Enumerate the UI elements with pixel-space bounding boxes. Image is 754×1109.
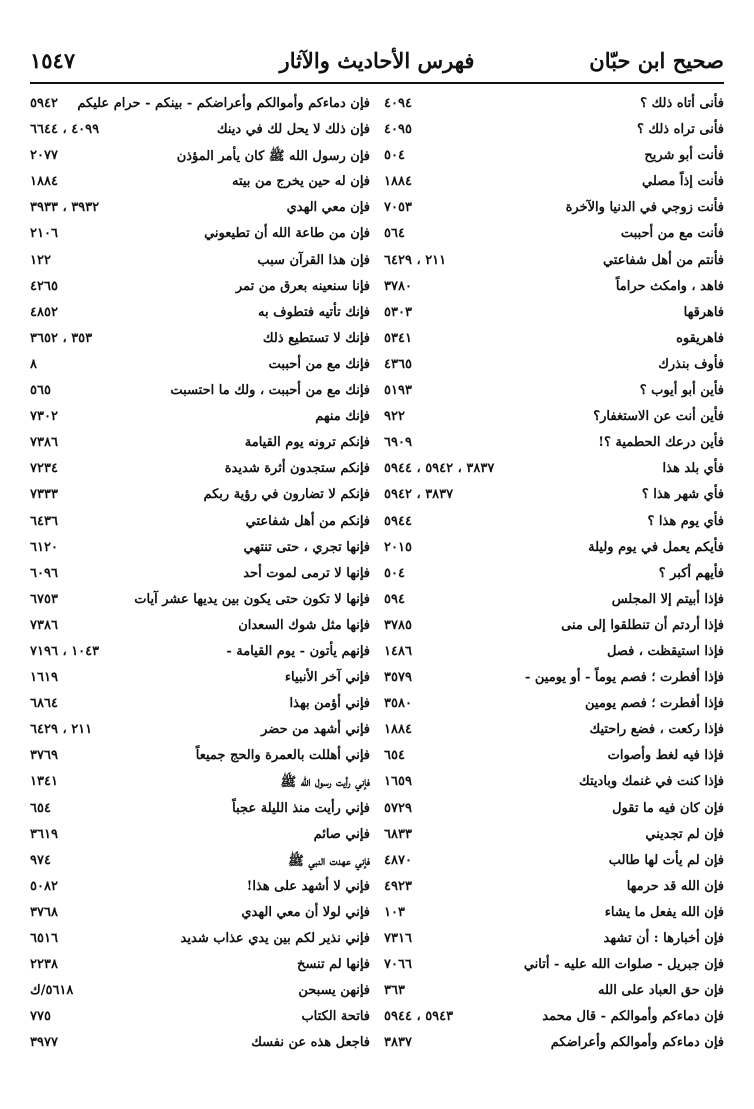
entry-refs: ٥٩٤٢ bbox=[30, 96, 58, 111]
entry-phrase: فإنك مع من أحببت ، ولك ما احتسبت bbox=[170, 383, 370, 399]
entry-refs: ١٠٤٣ ، ٧١٩٦ bbox=[30, 643, 100, 659]
entry-phrase: فأيكم يعمل في يوم وليلة bbox=[588, 539, 724, 555]
entry-phrase: فإني أهللت بالعمرة والحج جميعاً bbox=[195, 748, 370, 764]
index-title: فهرس الأحاديث والآثار bbox=[279, 48, 475, 73]
entry-refs: ٤٨٥٢ bbox=[30, 304, 58, 320]
entry-phrase: فإنكم ترونه يوم القيامة bbox=[244, 435, 370, 451]
index-entry bbox=[30, 849, 370, 875]
entry-refs: ٢١١ ، ٦٤٢٩ bbox=[30, 722, 93, 738]
entry-phrase: فإني أشهد من حضر bbox=[261, 722, 370, 738]
entry-refs: ٤٩٢٣ bbox=[384, 878, 412, 894]
entry-refs: ٩٢٢ bbox=[384, 409, 405, 425]
entry-refs: ٥٩٤٣ ، ٥٩٤٤ bbox=[384, 1009, 454, 1025]
entry-refs: ٤٠٩٥ bbox=[384, 122, 412, 138]
index-entry bbox=[30, 588, 370, 614]
entry-refs: ٣٥٨٠ bbox=[384, 696, 412, 712]
entry-phrase: فأنى تراه ذلك ؟ bbox=[636, 122, 724, 138]
entry-phrase: فإذا ركعت ، فضع راحتيك bbox=[589, 722, 724, 738]
entry-phrase: فإذا كنت في غنمك وباديتك bbox=[579, 774, 724, 790]
index-entry bbox=[30, 718, 370, 744]
entry-refs: ٣٧٨٥ bbox=[384, 617, 412, 633]
index-entry bbox=[30, 953, 370, 979]
index-entry bbox=[384, 483, 724, 509]
entry-refs: ٧٠٦٦ bbox=[384, 957, 412, 973]
index-entry bbox=[30, 222, 370, 248]
entry-refs: ٦٤٣٦ bbox=[30, 513, 58, 529]
index-entry bbox=[384, 823, 724, 849]
entry-phrase: فأي شهر هذا ؟ bbox=[641, 487, 724, 503]
entry-refs: ٥٣٠٣ bbox=[384, 304, 412, 320]
entry-phrase: فإن أخبارها : أن تشهد bbox=[603, 931, 724, 946]
entry-phrase: فإن من طاعة الله أن تطيعوني bbox=[204, 226, 370, 242]
entry-refs: ٥٧٢٩ bbox=[384, 800, 412, 816]
entry-phrase: فإنكم لا تضارون في رؤية ربكم bbox=[203, 487, 370, 503]
entry-refs: ١٨٨٤ bbox=[30, 174, 58, 190]
entry-phrase: فإنكم ستجدون أثرة شديدة bbox=[224, 461, 370, 477]
entry-refs: ٤٣٦٥ bbox=[384, 356, 412, 372]
index-entry bbox=[30, 927, 370, 953]
entry-phrase: فإن جبريل - صلوات الله عليه - أتاني bbox=[523, 957, 724, 973]
index-entry bbox=[30, 144, 370, 170]
entry-phrase: فإنها لم تنسخ bbox=[297, 957, 370, 973]
index-entry bbox=[384, 405, 724, 431]
entry-phrase: فإنك تأتيه فتطوف به bbox=[258, 304, 370, 320]
entry-refs: ٦٥١٦ bbox=[30, 931, 58, 946]
index-entry bbox=[30, 275, 370, 301]
entry-phrase: فإذا أفطرت ؛ فصم يومين bbox=[585, 696, 724, 712]
index-entry bbox=[384, 875, 724, 901]
index-entry bbox=[30, 170, 370, 196]
entry-phrase: فإني رأيت منذ الليلة عجباً bbox=[232, 800, 370, 816]
index-entry bbox=[30, 327, 370, 353]
index-entry bbox=[384, 797, 724, 823]
entry-phrase: فأنت زوجي في الدنيا والآخرة bbox=[565, 200, 724, 216]
entry-refs: ٤٢٦٥ bbox=[30, 278, 58, 294]
entry-phrase: فإني أؤمن بهذا bbox=[289, 696, 370, 712]
entry-refs: ٣٧٨٠ bbox=[384, 278, 412, 294]
entry-phrase: فإذا أردتم أن تنطلقوا إلى منى bbox=[561, 617, 724, 633]
entry-refs: ١٨٨٤ bbox=[384, 174, 412, 190]
entry-refs: ٥٦٥ bbox=[30, 383, 51, 399]
entry-phrase: فأنت إذاً مصلي bbox=[642, 174, 724, 190]
entry-refs: ٥٦١٨/ك bbox=[30, 983, 74, 999]
entry-phrase: فإن رسول الله ﷺ كان يأمر المؤذن bbox=[176, 149, 370, 165]
index-entry bbox=[384, 379, 724, 405]
index-entry bbox=[384, 953, 724, 979]
entry-phrase: فإنها تجري ، حتى تنتهي bbox=[243, 539, 370, 555]
entry-refs: ١٢٢ bbox=[30, 252, 51, 268]
entry-refs: ٦٩٠٩ bbox=[384, 435, 412, 451]
index-entry bbox=[384, 718, 724, 744]
entry-phrase: فأوف بنذرك bbox=[658, 356, 724, 372]
index-entry bbox=[30, 536, 370, 562]
index-entry bbox=[384, 666, 724, 692]
entry-phrase: فإن دماءكم وأموالكم وأعراضكم - بينكم - حرام عليكم bbox=[77, 96, 370, 111]
entry-phrase: فإن حق العباد على الله bbox=[598, 983, 724, 999]
entry-refs: ٢٠١٥ bbox=[384, 539, 412, 555]
entry-phrase: فإذا استيقظت ، فصل bbox=[606, 643, 724, 659]
index-entry bbox=[30, 797, 370, 823]
index-entry bbox=[30, 249, 370, 275]
entry-refs: ٣٧٦٩ bbox=[30, 748, 58, 764]
entry-phrase: فإذا أبيتم إلا المجلس bbox=[611, 591, 724, 607]
entry-refs: ١٨٨٤ bbox=[384, 722, 412, 738]
entry-refs: ١٤٨٦ bbox=[384, 643, 412, 659]
entry-refs: ٣٧٦٨ bbox=[30, 904, 58, 920]
entry-phrase: فإني آخر الأنبياء bbox=[284, 670, 370, 686]
index-entry bbox=[384, 457, 724, 483]
entry-phrase: فإن الله يفعل ما يشاء bbox=[604, 904, 724, 920]
entry-phrase: فإن معي الهدي bbox=[286, 200, 370, 216]
index-entry bbox=[30, 118, 370, 144]
index-entry bbox=[384, 901, 724, 927]
entry-refs: ٣٨٣٧ ، ٥٩٤٢ bbox=[384, 487, 454, 503]
index-entry bbox=[384, 562, 724, 588]
entry-refs: ٣٥٧٩ bbox=[384, 670, 412, 686]
page-header bbox=[30, 46, 724, 84]
index-entry bbox=[30, 405, 370, 431]
index-entry bbox=[30, 483, 370, 509]
entry-refs: ٥٠٤ bbox=[384, 148, 405, 164]
entry-phrase: فأين أنت عن الاستغفار؟ bbox=[593, 409, 724, 425]
entry-refs: ١٣٤١ bbox=[30, 774, 58, 790]
entry-phrase: فإن كان فيه ما تقول bbox=[612, 800, 724, 816]
index-entry bbox=[30, 875, 370, 901]
entry-phrase: فإن له حين يخرج من بيته bbox=[231, 174, 370, 190]
index-entry bbox=[384, 770, 724, 796]
entry-refs: ٦٠٩٦ bbox=[30, 565, 58, 581]
index-entry bbox=[384, 275, 724, 301]
entry-refs: ٨ bbox=[30, 356, 37, 372]
index-entry bbox=[30, 457, 370, 483]
index-entry bbox=[30, 640, 370, 666]
entry-phrase: فاتحة الكتاب bbox=[301, 1009, 370, 1025]
entry-refs: ٤٠٩٤ bbox=[384, 96, 412, 111]
entry-refs: ٢٠٧٧ bbox=[30, 148, 58, 164]
index-entry bbox=[30, 379, 370, 405]
entry-refs: ٧٣٠٢ bbox=[30, 409, 58, 425]
entry-phrase: فإن لم تجديني bbox=[645, 826, 724, 842]
index-entry bbox=[384, 536, 724, 562]
index-entry bbox=[384, 170, 724, 196]
entry-phrase: فأين أبو أيوب ؟ bbox=[639, 383, 724, 399]
entry-refs: ٦٨٦٤ bbox=[30, 696, 58, 712]
index-entry bbox=[384, 353, 724, 379]
entry-refs: ٦٥٤ bbox=[384, 748, 405, 764]
entry-refs: ٤٠٩٩ ، ٦٦٤٤ bbox=[30, 122, 100, 138]
entry-phrase: فأيهم أكبر ؟ bbox=[658, 565, 724, 581]
index-entry bbox=[30, 692, 370, 718]
index-entry bbox=[384, 1031, 724, 1057]
index-entry bbox=[384, 640, 724, 666]
entry-phrase: فإن ذلك لا يحل لك في دينك bbox=[216, 122, 370, 138]
entry-phrase: فإني لا أشهد على هذا! bbox=[246, 878, 370, 894]
index-entry bbox=[384, 588, 724, 614]
entry-phrase: فإني نذير لكم بين يدي عذاب شديد bbox=[180, 931, 370, 946]
entry-refs: ٩٧٤ bbox=[30, 852, 51, 868]
entry-phrase: فأي يوم هذا ؟ bbox=[647, 513, 724, 529]
entry-phrase: فأنت مع من أحببت bbox=[620, 226, 724, 242]
index-entry bbox=[384, 118, 724, 144]
index-entry bbox=[30, 666, 370, 692]
entry-refs: ٣٨٣٧ ، ٥٩٤٢ ، ٥٩٤٤ bbox=[384, 461, 495, 477]
entry-refs: ٦٧٥٣ bbox=[30, 591, 58, 607]
index-entry bbox=[384, 510, 724, 536]
index-entry bbox=[30, 196, 370, 222]
entry-phrase: فإني صائم bbox=[313, 826, 370, 842]
entry-phrase: فاهد ، وامكث حراماً bbox=[615, 278, 724, 294]
index-entry bbox=[30, 431, 370, 457]
entry-phrase: فإذا فيه لغط وأصوات bbox=[607, 748, 724, 764]
entry-refs: ٧٣٣٣ bbox=[30, 487, 58, 503]
entry-refs: ٥٠٤ bbox=[384, 565, 405, 581]
entry-refs: ٥٩٤٤ bbox=[384, 513, 412, 529]
index-entry bbox=[30, 510, 370, 536]
entry-phrase: فإنك منهم bbox=[315, 409, 370, 425]
entry-refs: ٧٢٣٤ bbox=[30, 461, 58, 477]
entry-refs: ٢١٠٦ bbox=[30, 226, 58, 242]
index-entry bbox=[30, 979, 370, 1005]
entry-phrase: فإن الله قد حرمها bbox=[626, 878, 724, 894]
index-entry bbox=[384, 927, 724, 953]
index-entry bbox=[384, 327, 724, 353]
index-entry bbox=[384, 144, 724, 170]
entry-refs: ٣٨٣٧ bbox=[384, 1035, 412, 1051]
index-entry bbox=[30, 353, 370, 379]
entry-refs: ٦١٢٠ bbox=[30, 539, 58, 555]
index-entry bbox=[384, 249, 724, 275]
entry-phrase: فأنى أتاه ذلك ؟ bbox=[640, 96, 724, 111]
index-entry bbox=[30, 1031, 370, 1057]
entry-phrase: فإنكم من أهل شفاعتي bbox=[245, 513, 370, 529]
page-number: ١٥٤٧ bbox=[30, 48, 76, 73]
entry-phrase: فإنا سنعينه بعرق من تمر bbox=[235, 278, 370, 294]
entry-refs: ٣٦٣ bbox=[384, 983, 405, 999]
index-entry bbox=[384, 222, 724, 248]
entry-phrase: فاهريقوه bbox=[676, 330, 724, 346]
index-entry bbox=[384, 196, 724, 222]
index-entry bbox=[30, 901, 370, 927]
entry-refs: ١٦١٩ bbox=[30, 670, 58, 686]
entry-phrase: فإني لولا أن معي الهدي bbox=[241, 904, 370, 920]
entry-refs: ٧٣٨٦ bbox=[30, 617, 58, 633]
entry-refs: ٥٠٨٢ bbox=[30, 878, 58, 894]
index-entry bbox=[384, 301, 724, 327]
index-entry bbox=[384, 744, 724, 770]
index-entry bbox=[384, 1005, 724, 1031]
entry-refs: ٧٣٨٦ bbox=[30, 435, 58, 451]
entry-refs: ٤٨٧٠ bbox=[384, 852, 412, 868]
index-entry bbox=[30, 92, 370, 118]
index-entry bbox=[30, 301, 370, 327]
right-column bbox=[384, 92, 724, 1057]
entry-refs: ٦٥٤ bbox=[30, 800, 51, 816]
entry-refs: ٥٦٤ bbox=[384, 226, 405, 242]
entry-phrase: فأين درعك الحطمية ؟! bbox=[598, 435, 724, 451]
entry-phrase: فإن دماءكم وأموالكم - قال محمد bbox=[542, 1009, 724, 1025]
entry-phrase: فاهرقها bbox=[683, 304, 724, 320]
index-entry bbox=[384, 692, 724, 718]
entry-refs: ٣٦١٩ bbox=[30, 826, 58, 842]
entry-phrase: فإني رأيت رسول الله ﷺ bbox=[280, 775, 370, 791]
index-entry bbox=[384, 92, 724, 118]
left-column bbox=[30, 92, 370, 1057]
index-entry bbox=[384, 849, 724, 875]
index-entry bbox=[30, 1005, 370, 1031]
index-entry bbox=[384, 431, 724, 457]
index-entry bbox=[30, 614, 370, 640]
entry-refs: ٧٣١٦ bbox=[384, 931, 412, 946]
entry-phrase: فاجعل هذه عن نفسك bbox=[251, 1035, 370, 1051]
entry-phrase: فإذا أفطرت ؛ فصم يوماً - أو يومين - bbox=[524, 670, 724, 686]
entry-phrase: فإنك مع من أحببت bbox=[268, 356, 370, 372]
entry-refs: ٢١١ ، ٦٤٢٩ bbox=[384, 252, 447, 268]
entry-phrase: فأي بلد هذا bbox=[662, 461, 724, 477]
index-entry bbox=[384, 614, 724, 640]
index-entry bbox=[30, 823, 370, 849]
entry-refs: ٢٢٣٨ bbox=[30, 957, 58, 973]
entry-refs: ٦٨٣٣ bbox=[384, 826, 412, 842]
index-entry bbox=[30, 562, 370, 588]
entry-refs: ١٦٥٩ bbox=[384, 774, 412, 790]
index-entry bbox=[30, 770, 370, 796]
entry-phrase: فإنك لا تستطيع ذلك bbox=[262, 330, 370, 346]
entry-refs: ٣٩٣٢ ، ٣٩٣٣ bbox=[30, 200, 100, 216]
entry-refs: ١٠٣ bbox=[384, 904, 405, 920]
entry-phrase: فإن دماءكم وأموالكم وأعراضكم bbox=[550, 1035, 724, 1051]
entry-phrase: فأنت أبو شريح bbox=[644, 148, 724, 164]
entry-refs: ٥٣٤١ bbox=[384, 330, 412, 346]
entry-refs: ٥١٩٣ bbox=[384, 383, 412, 399]
entry-refs: ٣٥٣ ، ٣٦٥٢ bbox=[30, 330, 93, 346]
entry-phrase: فإنها لا ترمى لموت أحد bbox=[243, 565, 370, 581]
book-title: صحيح ابن حبّان bbox=[589, 48, 724, 73]
entry-refs: ٧٧٥ bbox=[30, 1009, 51, 1025]
entry-phrase: فإنها مثل شوك السعدان bbox=[238, 617, 370, 633]
entry-phrase: فإنهن يسبحن bbox=[298, 983, 370, 999]
entry-phrase: فإنها لا تكون حتى يكون بين يديها عشر آيات bbox=[134, 591, 370, 607]
entry-refs: ٣٩٧٧ bbox=[30, 1035, 58, 1051]
index-entry bbox=[30, 744, 370, 770]
entry-phrase: فإن لم يأت لها طالب bbox=[608, 852, 724, 868]
index-entry bbox=[384, 979, 724, 1005]
entry-refs: ٥٩٤ bbox=[384, 591, 405, 607]
entry-phrase: فإني عهدت النبي ﷺ bbox=[288, 853, 370, 869]
entry-phrase: فإنهم يأتون - يوم القيامة - bbox=[226, 643, 370, 659]
entry-phrase: فإن هذا القرآن سبب bbox=[257, 252, 370, 268]
entry-refs: ٧٠٥٣ bbox=[384, 200, 412, 216]
entry-phrase: فأنتم من أهل شفاعتي bbox=[602, 252, 724, 268]
